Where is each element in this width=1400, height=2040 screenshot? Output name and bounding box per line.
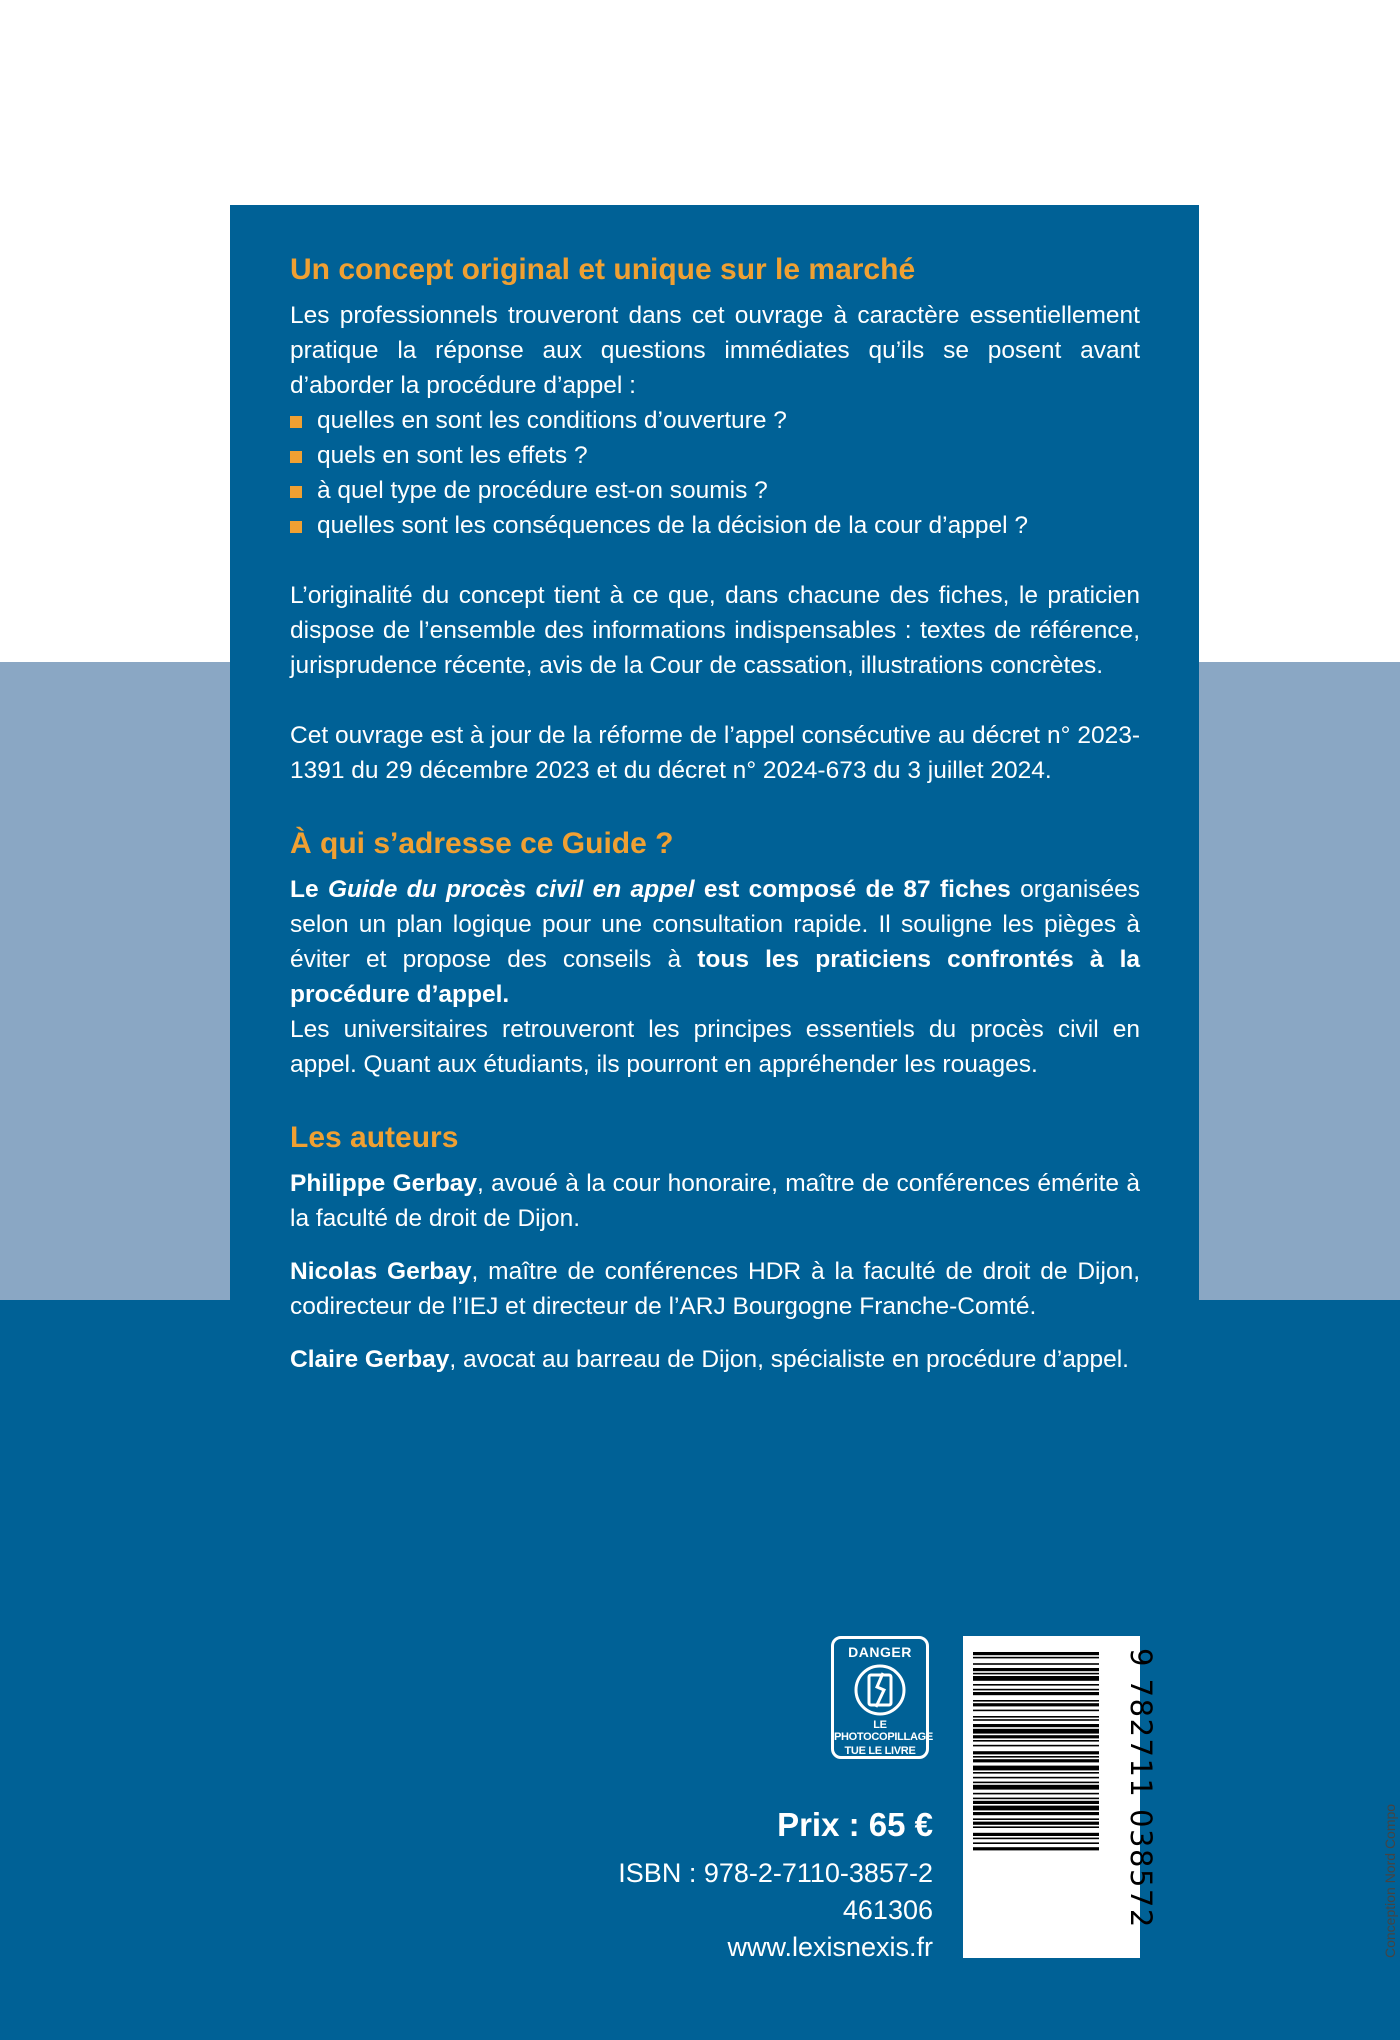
barcode-bar: [973, 1692, 1099, 1695]
barcode-bar: [973, 1818, 1099, 1820]
barcode-bar: [973, 1847, 1099, 1850]
price: Prix : 65 €: [777, 1806, 933, 1843]
intro-paragraph: Les professionnels trouveront dans cet ouvrage à caractère essentiellement pratique la réponse aux questions immédiates qu’ils se posent avant d’aborder la procédure d’appel :: [290, 302, 1140, 399]
barcode-bar: [973, 1785, 1099, 1790]
barcode-bar: [973, 1700, 1099, 1702]
photocopillage-logo: DANGER LE PHOTOCOPILLAGE TUE LE LIVRE: [831, 1636, 929, 1759]
barcode-bar: [973, 1729, 1099, 1734]
section-title-concept: Un concept original et unique sur le marché: [290, 253, 916, 286]
back-cover-text: [290, 250, 1140, 1377]
barcode-bar: [973, 1751, 1099, 1754]
barcode-bar: [973, 1782, 1099, 1784]
barcode-bar: [973, 1676, 1099, 1681]
barcode-bar: [973, 1663, 1099, 1665]
square-bullet-icon: [290, 451, 302, 463]
square-bullet-icon: [290, 416, 302, 428]
square-bullet-icon: [290, 486, 302, 498]
product-code: 461306: [842, 1895, 933, 1925]
author-entry: Claire Gerbay, avocat au barreau de Dijon, spécialiste en procédure d’appel.: [290, 1346, 1129, 1373]
barcode-bar: [973, 1673, 1099, 1675]
barcode-bar: [973, 1703, 1099, 1706]
barcode: [963, 1636, 1158, 1958]
barcode-bar: [973, 1689, 1099, 1691]
barcode-bar: [973, 1777, 1099, 1779]
author-entry: Nicolas Gerbay, maître de conférences HDR à la faculté de droit de Dijon, codirecteur de l’IEJ et directeur de l’ARJ Bourgogne Franche-Comté.: [290, 1258, 1140, 1320]
barcode-bar: [973, 1668, 1099, 1671]
barcode-bar: [973, 1759, 1099, 1762]
barcode-bar: [973, 1735, 1099, 1738]
barcode-bar: [973, 1740, 1099, 1742]
square-bullet-icon: [290, 521, 302, 533]
barcode-bar: [973, 1745, 1099, 1747]
design-credit: Conception Nord Compo: [1382, 1803, 1398, 1958]
author-name: Philippe Gerbay: [290, 1170, 478, 1197]
barcode-bar: [973, 1812, 1099, 1815]
barcode-bar: [973, 1798, 1099, 1800]
list-item: à quel type de procédure est-on soumis ?: [290, 473, 1140, 508]
author-name: Claire Gerbay: [290, 1346, 450, 1373]
update-paragraph: Cet ouvrage est à jour de la réforme de l’appel consécutive au décret n° 2023-1391 du 29 décembre 2023 et du décret n° 2024-673 du 3 juillet 2024.: [290, 722, 1140, 784]
website-link[interactable]: www.lexisnexis.fr: [727, 1932, 933, 1962]
question-list: [290, 403, 1140, 543]
list-item: quelles en sont les conditions d’ouverture ?: [290, 403, 1140, 438]
isbn-block: [533, 1855, 933, 1966]
barcode-bar: [973, 1842, 1099, 1844]
barcode-bar: [973, 1652, 1099, 1655]
barcode-bar: [973, 1766, 1099, 1771]
barcode-bar: [973, 1657, 1099, 1659]
barcode-digits: 9 782711 038572: [1124, 1648, 1158, 1929]
barcode-bar: [973, 1826, 1099, 1828]
section-title-audience: À qui s’adresse ce Guide ?: [290, 827, 674, 860]
barcode-bar: [973, 1772, 1099, 1774]
barcode-bar: [973, 1684, 1099, 1686]
barcode-bar: [973, 1833, 1099, 1836]
broken-book-icon: [851, 1663, 909, 1717]
barcode-bar: [973, 1719, 1099, 1721]
barcode-bar: [973, 1838, 1099, 1840]
barcode-bar: [973, 1822, 1099, 1825]
section-title-authors: Les auteurs: [290, 1121, 459, 1154]
barcode-bar: [973, 1801, 1099, 1804]
barcode-bar: [973, 1756, 1099, 1758]
barcode-graphic: [963, 1636, 1158, 1958]
barcode-bar: [973, 1710, 1099, 1712]
barcode-bar: [973, 1716, 1099, 1718]
author-entry: Philippe Gerbay, avoué à la cour honoraire, maître de conférences émérite à la faculté de droit de Dijon.: [290, 1170, 1140, 1232]
academics-paragraph: Les universitaires retrouveront les principes essentiels du procès civil en appel. Quant aux étudiants, ils pourront en appréhender les rouages.: [290, 1016, 1140, 1078]
barcode-bar: [973, 1724, 1099, 1727]
audience-paragraph: Le Guide du procès civil en appel est composé de 87 fiches organisées selon un plan logique pour une consultation rapide. Il souligne les pièges à éviter et propose des conseils à tous les praticiens confrontés à la procédure d’appel.: [290, 876, 1141, 1008]
barcode-bar: [973, 1806, 1099, 1811]
author-name: Nicolas Gerbay: [290, 1258, 472, 1285]
list-item: quelles sont les conséquences de la décision de la cour d’appel ?: [290, 508, 1140, 543]
isbn: ISBN : 978-2-7110-3857-2: [618, 1858, 933, 1888]
authors-list: [290, 1166, 1140, 1377]
list-item: quels en sont les effets ?: [290, 438, 1140, 473]
originality-paragraph: L’originalité du concept tient à ce que, dans chacune des fiches, le praticien dispose de l’ensemble des informations indispensables : textes de référence, jurisprudence récente, avis de la Cour de cassation, illustrations concrètes.: [290, 582, 1140, 679]
barcode-bar: [973, 1793, 1099, 1795]
